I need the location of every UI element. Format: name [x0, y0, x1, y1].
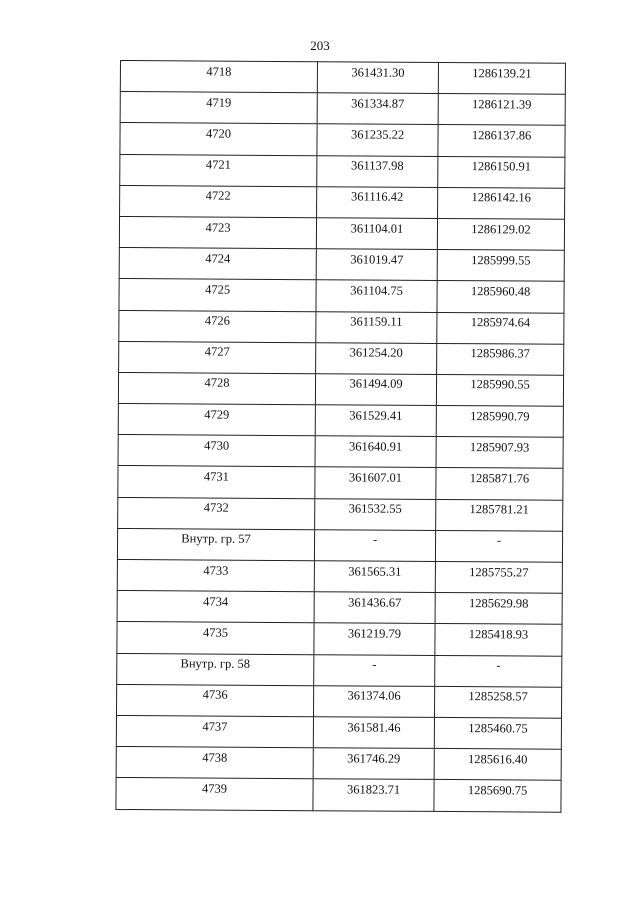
point-number-cell: [119, 341, 316, 373]
y-coordinate-cell-text: 1286139.21: [472, 65, 532, 81]
y-coordinate-cell-text: 1285907.93: [469, 439, 530, 455]
x-coordinate-cell-text: 361640.91: [349, 439, 403, 454]
x-coordinate-cell: [317, 155, 438, 187]
x-coordinate-cell: [316, 280, 437, 312]
coordinates-table: [115, 60, 566, 812]
point-number-cell: [119, 216, 316, 248]
x-coordinate-cell: [315, 405, 436, 437]
point-number-cell-text: 4733: [203, 563, 229, 578]
y-coordinate-cell: [438, 62, 565, 94]
x-coordinate-cell-text: 361823.71: [346, 782, 401, 797]
point-number-cell: [116, 684, 313, 716]
point-number-cell: [117, 653, 314, 685]
point-number-cell-text: 4739: [202, 781, 228, 796]
y-coordinate-cell-text: 1285871.76: [469, 471, 530, 486]
point-number-cell-text: 4724: [205, 251, 231, 266]
y-coordinate-cell: [436, 437, 563, 469]
point-number-cell: [116, 715, 313, 747]
point-number-cell: [116, 778, 313, 810]
x-coordinate-cell-text: 361334.87: [351, 96, 405, 111]
x-coordinate-cell: [315, 436, 436, 468]
point-number-cell: [118, 466, 315, 498]
point-number-cell: [120, 61, 317, 93]
x-coordinate-cell: [316, 218, 437, 250]
y-coordinate-cell: [436, 499, 563, 531]
point-number-cell: [117, 559, 314, 591]
x-coordinate-cell: [315, 498, 436, 530]
point-number-cell-text: 4731: [203, 469, 229, 484]
x-coordinate-cell: [314, 623, 435, 655]
y-coordinate-cell-text: 1285460.75: [468, 720, 528, 736]
table-row: [120, 123, 565, 157]
x-coordinate-cell: [313, 779, 434, 811]
table-row: [119, 216, 564, 250]
point-number-cell: [120, 185, 317, 217]
y-coordinate-cell: [437, 281, 564, 313]
y-coordinate-cell: [438, 125, 565, 157]
table-row: [117, 559, 562, 593]
x-coordinate-cell-text: 361436.67: [348, 595, 402, 610]
x-coordinate-cell: [314, 592, 435, 624]
x-coordinate-cell-text: -: [372, 657, 377, 672]
y-coordinate-cell: [436, 406, 563, 438]
x-coordinate-cell-text: 361581.46: [347, 719, 401, 735]
x-coordinate-cell-text: 361565.31: [348, 563, 402, 579]
y-coordinate-cell: [436, 374, 563, 406]
y-coordinate-cell: [437, 343, 564, 375]
x-coordinate-cell: [316, 342, 437, 374]
y-coordinate-cell: [434, 717, 561, 749]
y-coordinate-cell-text: 1285999.55: [471, 252, 531, 268]
x-coordinate-cell: [317, 93, 438, 125]
x-coordinate-cell: [314, 561, 435, 593]
table-row: [120, 61, 565, 95]
x-coordinate-cell: [317, 186, 438, 218]
x-coordinate-cell: [314, 530, 435, 562]
x-coordinate-cell-text: 361104.75: [350, 283, 403, 298]
y-coordinate-cell: [435, 593, 562, 625]
y-coordinate-cell: [435, 530, 562, 562]
point-number-cell-text: 4718: [206, 64, 232, 79]
y-coordinate-cell: [437, 312, 564, 344]
y-coordinate-cell-text: 1285418.93: [468, 627, 529, 642]
point-number-cell: [119, 248, 316, 280]
x-coordinate-cell-text: 361431.30: [351, 65, 405, 80]
point-number-cell: [120, 92, 317, 124]
point-number-cell: [117, 528, 314, 560]
y-coordinate-cell: [434, 686, 561, 718]
y-coordinate-cell: [435, 655, 562, 687]
x-coordinate-cell: [315, 467, 436, 499]
table-row: [117, 653, 562, 687]
point-number-cell-text: Внутр. гр. 58: [180, 656, 251, 671]
point-number-cell-text: 4730: [204, 438, 230, 453]
point-number-cell-text: 4719: [206, 95, 232, 110]
table-row: [120, 154, 565, 188]
point-number-cell-text: 4721: [205, 157, 231, 172]
x-coordinate-cell-text: 361159.11: [350, 314, 403, 329]
table-row: [118, 404, 563, 438]
x-coordinate-cell: [315, 374, 436, 406]
point-number-cell-text: 4720: [206, 126, 232, 141]
x-coordinate-cell: [314, 654, 435, 686]
x-coordinate-cell-text: 361529.41: [349, 408, 403, 423]
point-number-cell-text: 4727: [204, 344, 230, 359]
y-coordinate-cell-text: 1285974.64: [470, 315, 531, 330]
x-coordinate-cell-text: 361746.29: [347, 751, 401, 766]
point-number-cell-text: 4735: [202, 625, 229, 640]
table-row: [120, 185, 565, 219]
table-row: [118, 497, 563, 531]
table-row: [117, 591, 562, 625]
x-coordinate-cell-text: 361116.42: [351, 189, 404, 205]
x-coordinate-cell: [313, 748, 434, 780]
point-number-cell: [120, 123, 317, 155]
x-coordinate-cell-text: 361219.79: [347, 626, 402, 641]
x-coordinate-cell: [317, 124, 438, 156]
point-number-cell-text: 4728: [204, 375, 230, 391]
table-row: [119, 248, 564, 282]
point-number-cell: [118, 435, 315, 467]
y-coordinate-cell-text: -: [496, 533, 502, 548]
point-number-cell-text: 4726: [204, 313, 230, 328]
point-number-cell-text: 4722: [205, 188, 231, 204]
x-coordinate-cell-text: 361254.20: [349, 345, 403, 361]
y-coordinate-cell-text: 1285986.37: [470, 346, 530, 361]
x-coordinate-cell-text: 361104.01: [350, 220, 404, 236]
page-number: 203: [310, 38, 330, 53]
y-coordinate-cell: [437, 250, 564, 282]
y-coordinate-cell: [436, 468, 563, 500]
y-coordinate-cell-text: 1286150.91: [471, 159, 532, 174]
point-number-cell-text: 4732: [203, 500, 229, 515]
y-coordinate-cell-text: 1286129.02: [471, 221, 531, 237]
y-coordinate-cell-text: 1285258.57: [468, 689, 528, 704]
coordinates-table-body: [116, 61, 566, 812]
y-coordinate-cell-text: 1285990.55: [470, 377, 530, 392]
x-coordinate-cell-text: 361607.01: [348, 470, 403, 485]
point-number-cell: [118, 497, 315, 529]
y-coordinate-cell: [435, 624, 562, 656]
point-number-cell-text: Внутр. гр. 57: [181, 531, 251, 547]
table-row: [117, 622, 562, 656]
x-coordinate-cell-text: 361374.06: [347, 688, 401, 704]
table-row: [119, 341, 564, 375]
y-coordinate-cell: [437, 218, 564, 250]
y-coordinate-cell-text: 1285690.75: [467, 783, 528, 798]
point-number-cell-text: 4737: [202, 719, 228, 734]
x-coordinate-cell-text: 361494.09: [349, 376, 403, 392]
y-coordinate-cell-text: 1285781.21: [469, 502, 529, 517]
table-row: [119, 279, 564, 313]
point-number-cell-text: 4729: [204, 407, 230, 422]
x-coordinate-cell-text: 361532.55: [348, 501, 402, 516]
x-coordinate-cell: [313, 685, 434, 717]
y-coordinate-cell-text: -: [496, 658, 501, 673]
x-coordinate-cell-text: 361235.22: [350, 127, 405, 142]
y-coordinate-cell-text: 1285990.79: [470, 408, 530, 424]
x-coordinate-cell: [316, 311, 437, 343]
point-number-cell-text: 4738: [202, 750, 228, 765]
x-coordinate-cell: [317, 62, 438, 94]
y-coordinate-cell-text: 1286142.16: [471, 190, 531, 205]
table-row: [117, 528, 562, 562]
point-number-cell: [118, 404, 315, 436]
y-coordinate-cell-text: 1285629.98: [468, 595, 529, 611]
y-coordinate-cell-text: 1286137.86: [471, 128, 532, 143]
point-number-cell: [120, 154, 317, 186]
table-row: [119, 310, 564, 344]
table-row: [116, 715, 561, 749]
point-number-cell: [117, 591, 314, 623]
y-coordinate-cell-text: 1285616.40: [468, 751, 528, 767]
y-coordinate-cell: [435, 561, 562, 593]
point-number-cell-text: 4723: [205, 220, 231, 235]
point-number-cell: [116, 747, 313, 779]
point-number-cell-text: 4734: [203, 594, 229, 609]
x-coordinate-cell-text: 361137.98: [350, 158, 404, 173]
table-row: [120, 92, 565, 126]
table-row: [116, 747, 561, 781]
y-coordinate-cell: [438, 94, 565, 126]
y-coordinate-cell-text: 1286121.39: [472, 96, 532, 112]
point-number-cell: [117, 622, 314, 654]
y-coordinate-cell-text: 1285755.27: [469, 564, 529, 580]
table-row: [118, 466, 563, 500]
x-coordinate-cell: [316, 249, 437, 281]
x-coordinate-cell: [313, 717, 434, 749]
point-number-cell-text: 4736: [202, 687, 228, 703]
table-row: [118, 435, 563, 469]
point-number-cell: [119, 279, 316, 311]
point-number-cell: [119, 310, 316, 342]
table-row: [116, 684, 561, 718]
y-coordinate-cell: [434, 749, 561, 781]
x-coordinate-cell-text: 361019.47: [350, 252, 404, 267]
y-coordinate-cell: [434, 780, 561, 812]
point-number-cell: [118, 372, 315, 404]
point-number-cell-text: 4725: [205, 282, 231, 297]
x-coordinate-cell-text: -: [372, 532, 378, 547]
y-coordinate-cell: [438, 187, 565, 219]
table-row: [118, 372, 563, 406]
y-coordinate-cell-text: 1285960.48: [470, 284, 531, 299]
y-coordinate-cell: [438, 156, 565, 188]
table-row: [116, 778, 561, 812]
